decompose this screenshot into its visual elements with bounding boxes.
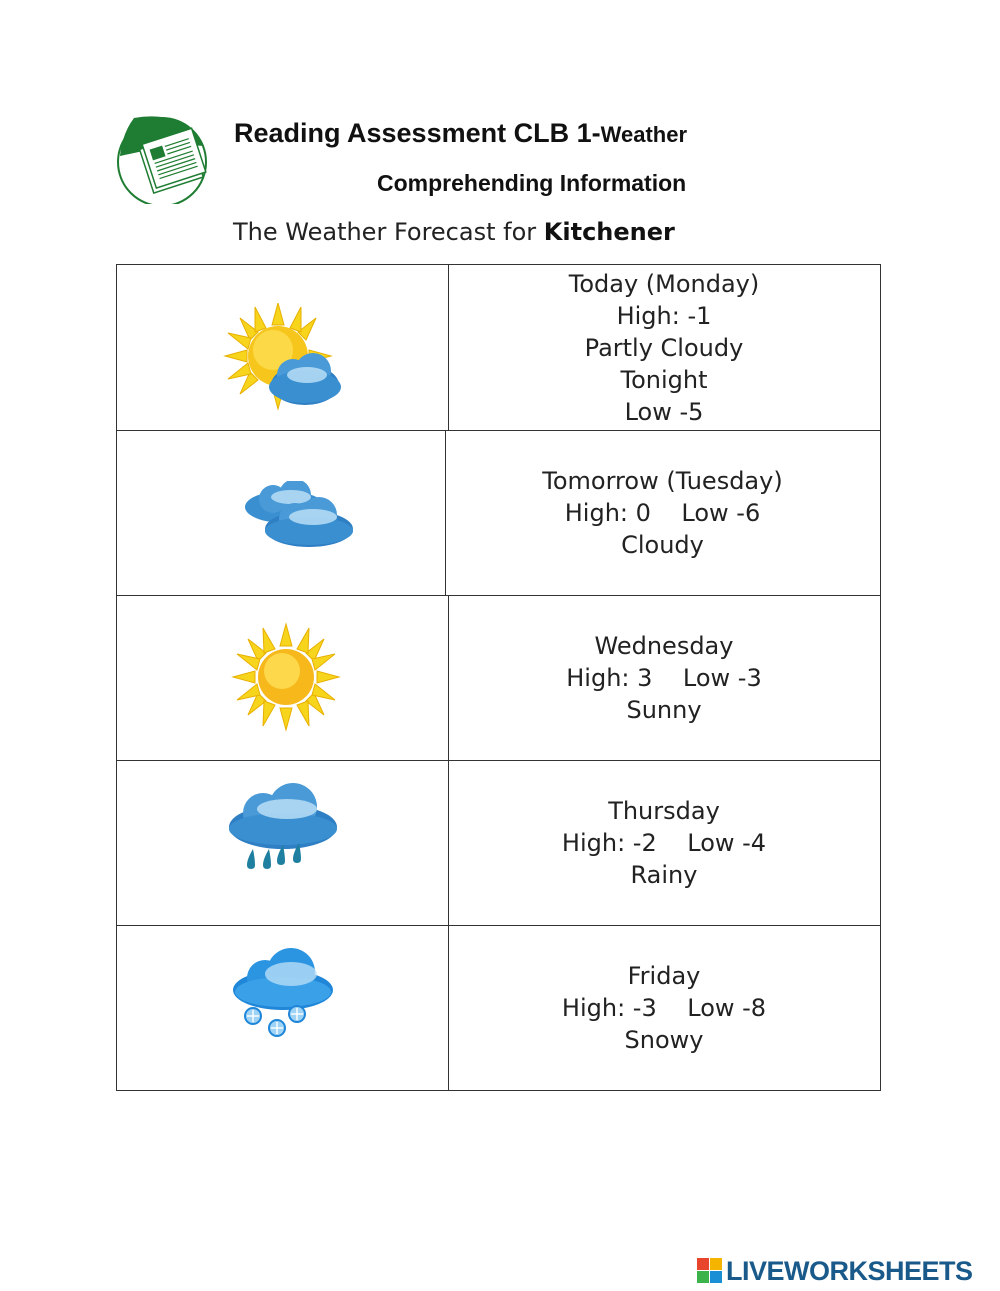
condition: Rainy [630,861,698,889]
temps: High: -2 Low -4 [561,829,767,857]
forecast-info-thursday [448,761,880,925]
low-temp: Low -5 [624,397,704,426]
snowy-icon [229,944,339,1048]
forecast-table [116,264,881,1091]
sunny-icon [231,622,341,736]
condition: Sunny [626,696,702,724]
brand-logo-icon [697,1258,723,1284]
day-label: Thursday [608,797,720,825]
page-subtitle: Comprehending Information [377,170,687,196]
forecast-row-thursday [116,760,881,926]
forecast-row-friday [116,925,881,1091]
day-label: Today (Monday) [568,269,760,298]
day-label: Wednesday [594,632,734,660]
high-temp: High: -1 [616,301,712,330]
forecast-row-wednesday [116,595,881,761]
partly-cloudy-icon [223,303,343,419]
reading-logo-icon [116,116,220,204]
liveworksheets-brand[interactable] [697,1256,973,1286]
forecast-row-tuesday [116,430,881,596]
forecast-row-today [116,264,881,431]
temps: High: 0 Low -6 [564,499,761,527]
cloudy-icon [243,481,355,555]
forecast-info-wednesday [448,596,880,760]
tonight-label: Tonight [620,365,708,394]
forecast-info-friday [448,926,880,1090]
temps: High: 3 Low -3 [566,664,762,692]
forecast-info-tuesday [445,431,880,595]
forecast-info-today [448,265,880,430]
condition: Partly Cloudy [584,333,744,362]
intro-text: The Weather Forecast for Kitchener [233,218,675,246]
city-name: Kitchener [543,218,675,246]
rainy-icon [225,783,341,887]
condition: Snowy [624,1026,704,1054]
day-label: Friday [627,962,701,990]
page-title: Reading Assessment CLB 1-Weather [234,118,688,148]
temps: High: -3 Low -8 [561,994,767,1022]
condition: Cloudy [621,531,704,559]
day-label: Tomorrow (Tuesday) [542,467,783,495]
brand-name: LIVEWORKSHEETS [726,1255,973,1286]
